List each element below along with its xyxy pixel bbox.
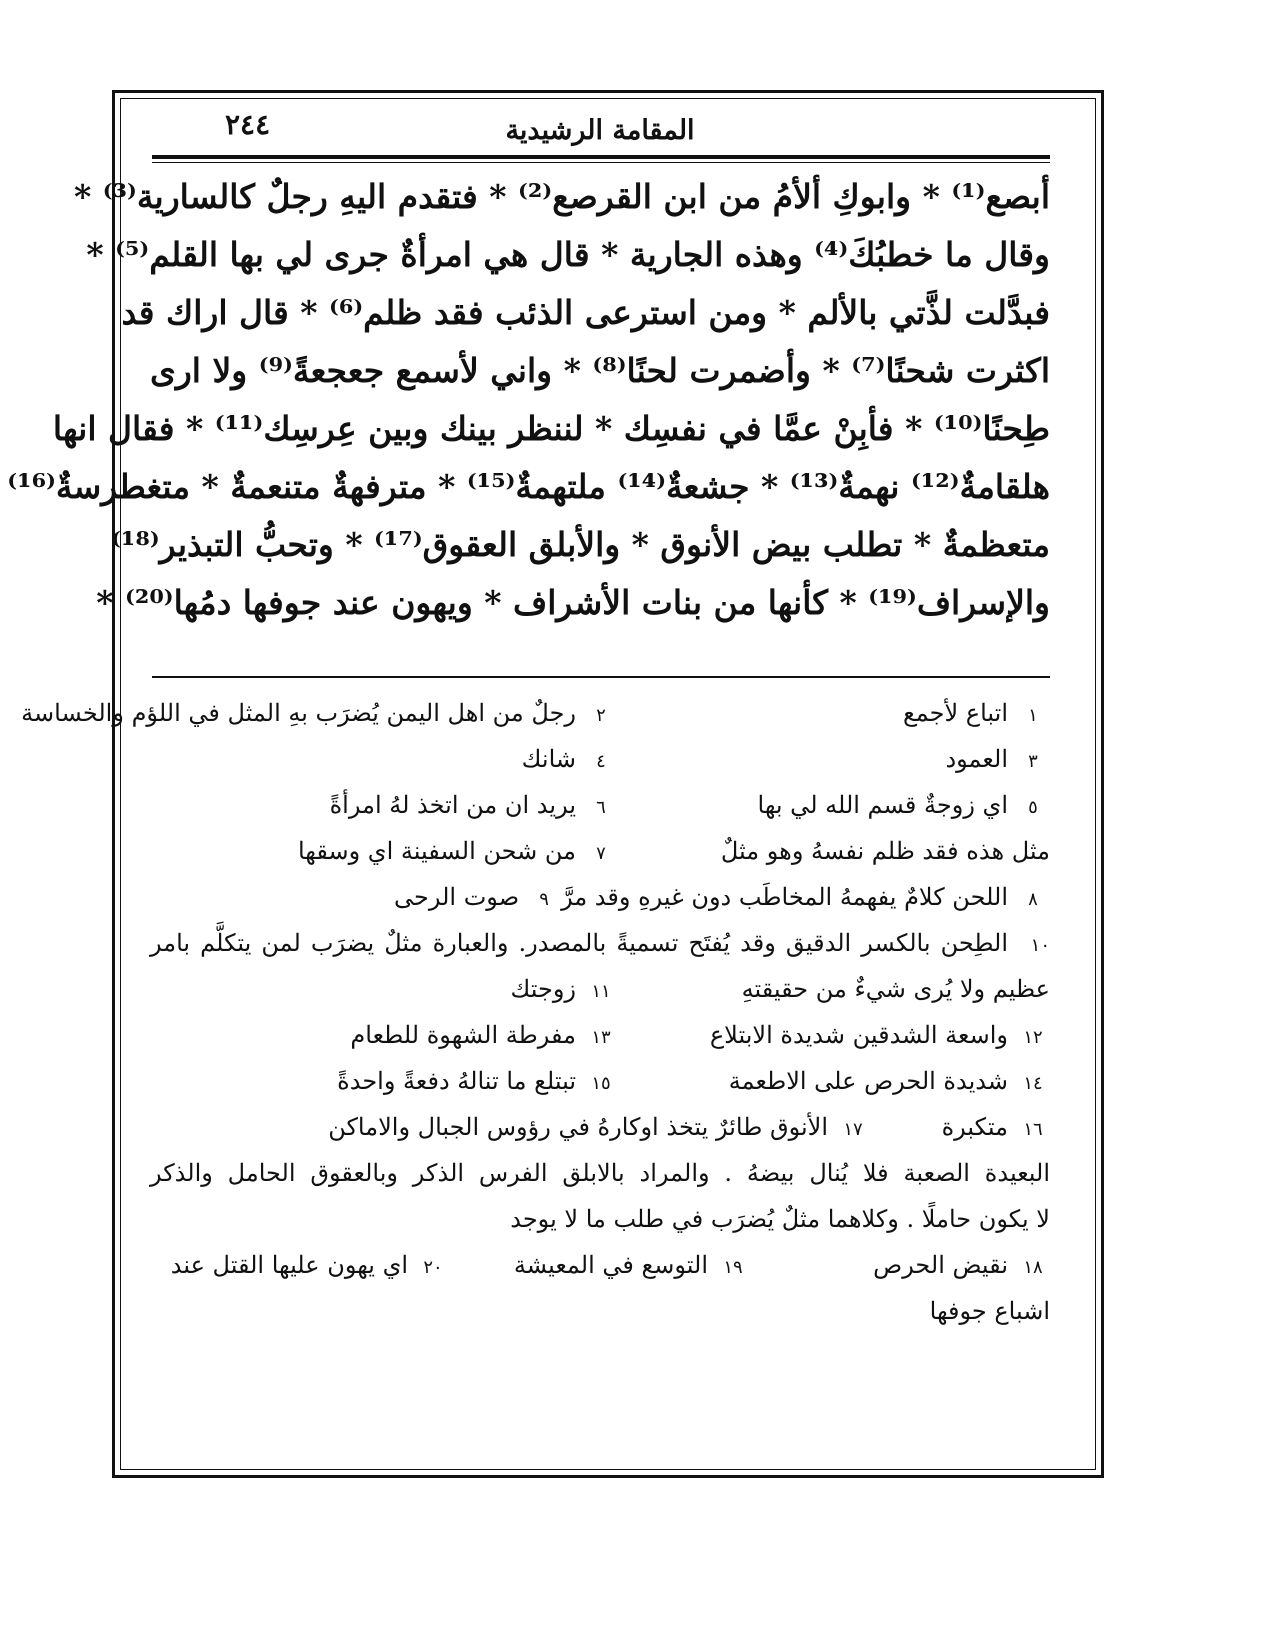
footnote-number: ١٢ (1023, 1027, 1043, 1048)
footnote-row (150, 782, 1050, 828)
footnote-number: ١٦ (1023, 1119, 1043, 1140)
footnote-number: ١٤ (1023, 1073, 1043, 1094)
footnote-number: ٧ (596, 843, 606, 864)
page-header (150, 108, 1050, 152)
footnote-text: نقيض الحرص (873, 1251, 1008, 1279)
footnote (150, 1242, 450, 1288)
footnote-number: ٦ (596, 797, 606, 818)
footnote (618, 736, 1050, 782)
footnote-number: ٢ (596, 705, 606, 726)
footnote-row (21, 690, 1050, 736)
footnote (618, 1012, 1050, 1058)
main-text (7, 168, 1051, 632)
footnote-number: ٤ (596, 751, 606, 772)
footnote-row (150, 966, 1050, 1012)
footnote (21, 690, 618, 736)
text-line: متعظمةٌ * تطلب بيض الأنوق * والأبلق العقوق⁽¹⁷⁾ * وتحبُّ التبذير⁽¹⁸⁾ (111, 525, 1050, 564)
footnote-row (150, 920, 1050, 966)
footnote-separator (152, 676, 1050, 678)
footnote-text: متكبرة (941, 1113, 1008, 1141)
footnote-text: مثل هذه فقد ظلم نفسهُ وهو مثلٌ (720, 837, 1050, 865)
text-line: فبدَّلت لذَّتي بالألم * ومن استرعى الذئب فقد ظلم⁽⁶⁾ * قال اراك قد (121, 293, 1050, 332)
footnote (450, 1242, 750, 1288)
footnote-continuation: اشباع جوفها (929, 1297, 1050, 1325)
footnote-number: ١٧ (843, 1119, 863, 1140)
footnote (618, 1058, 1050, 1104)
page-number: ٢٤٤ (225, 108, 271, 141)
footnote-number: ١ (1028, 705, 1038, 726)
footnote-number: ٣ (1028, 751, 1038, 772)
footnote-text: صوت الرحى (394, 883, 520, 911)
footnote (150, 1012, 618, 1058)
footnote-row (150, 1288, 1050, 1334)
footnote-row (150, 1196, 1050, 1242)
footnote (618, 690, 1050, 736)
footnote-row (150, 1104, 1050, 1150)
footnote-text: اي يهون عليها القتل عند (170, 1251, 409, 1279)
footnote-continuation: البعيدة الصعبة فلا يُنال بيضهُ . والمراد بالابلق الفرس الذكر وبالعقوق الحامل والذكر (150, 1159, 1050, 1187)
text-line: اكثرت شحنًا⁽⁷⁾ * وأضمرت لحنًا⁽⁸⁾ * واني لأسمع جعجعةً⁽⁹⁾ ولا ارى (150, 351, 1051, 390)
footnote-text: اي زوجةٌ قسم الله لي بها (757, 791, 1008, 819)
footnote-number: ١٥ (591, 1073, 611, 1094)
footnote (150, 966, 618, 1012)
footnote (150, 920, 1050, 966)
footnote-text: تبتلع ما تنالهُ دفعةً واحدةً (337, 1067, 576, 1095)
footnote-row (150, 1242, 1050, 1288)
footnote (150, 736, 618, 782)
footnote (618, 966, 1050, 1012)
footnote-continuation: لا يكون حاملًا . وكلاهما مثلٌ يُضرَب في طلب ما لا يوجد (510, 1205, 1050, 1233)
page-title: المقامة الرشيدية (505, 114, 695, 146)
text-line: طِحنًا⁽¹⁰⁾ * فأبِنْ عمَّا في نفسِك * لننظر بينك وبين عِرسِك⁽¹¹⁾ * فقال انها (52, 409, 1050, 448)
footnote (750, 1242, 1050, 1288)
footnote-number: ٩ (539, 889, 549, 910)
footnote-row (150, 736, 1050, 782)
text-line: وقال ما خطبُكَ⁽⁴⁾ وهذه الجارية * قال هي امرأةٌ جرى لي بها القلم⁽⁵⁾ * (86, 235, 1050, 274)
footnote (93, 874, 561, 920)
footnote-text: اتباع لأجمع (902, 699, 1008, 727)
footnote (618, 828, 1050, 874)
footnote-text: الطِحن بالكسر الدقيق وقد يُفتَح تسميةً بالمصدر. والعبارة مثلٌ يضرَب لمن يتكلَّم بامر (150, 929, 1008, 957)
footnote-row (150, 1058, 1050, 1104)
text-line: والإسراف⁽¹⁹⁾ * كأنها من بنات الأشراف * ويهون عند جوفها دمُها⁽²⁰⁾ * (96, 583, 1050, 622)
header-rule-thick (152, 155, 1050, 159)
footnotes (21, 690, 1050, 1334)
footnote-text: الأنوق طائرٌ يتخذ اوكارهُ في رؤوس الجبال والاماكن (328, 1113, 828, 1141)
footnote-text: عظيم ولا يُرى شيءٌ من حقيقتهِ (741, 975, 1050, 1003)
footnote-text: رجلٌ من اهل اليمن يُضرَب بهِ المثل في اللؤم والخساسة (21, 699, 576, 727)
footnote-row (150, 874, 1050, 920)
text-line: هلقامةٌ⁽¹²⁾ نهمةٌ⁽¹³⁾ * جشعةٌ⁽¹⁴⁾ ملتهمةٌ⁽¹⁵⁾ * مترفهةٌ متنعمةٌ * متغطرسةٌ⁽¹⁶⁾ (7, 467, 1050, 506)
footnote-text: العمود (945, 745, 1008, 773)
footnote-row (150, 1150, 1050, 1196)
footnote-number: ٨ (1028, 889, 1038, 910)
footnote-row (150, 828, 1050, 874)
footnote (870, 1104, 1050, 1150)
footnote (618, 782, 1050, 828)
footnote-number: ١٨ (1023, 1257, 1043, 1278)
footnote-text: التوسع في المعيشة (513, 1251, 709, 1279)
footnote (150, 828, 618, 874)
footnote-text: زوجتك (510, 975, 576, 1003)
footnote-number: ١٠ (1030, 935, 1050, 956)
header-rule-thin (152, 162, 1050, 163)
footnote (150, 1104, 870, 1150)
footnote-number: ١١ (591, 981, 611, 1002)
text-line: أبصع⁽¹⁾ * وابوكِ ألأمُ من ابن القرصع⁽²⁾ * فتقدم اليهِ رجلٌ كالسارية⁽³⁾ * (73, 177, 1050, 216)
footnote (561, 874, 1050, 920)
footnote-number: ١٩ (723, 1257, 743, 1278)
footnote-text: يريد ان من اتخذ لهُ امرأةً (329, 791, 576, 819)
footnote (150, 1058, 618, 1104)
footnote-text: شانك (521, 745, 576, 773)
footnote-text: اللحن كلامٌ يفهمهُ المخاطَب دون غيرهِ وقد مرَّ (561, 883, 1008, 911)
footnote-number: ٢٠ (423, 1257, 443, 1278)
footnote-text: واسعة الشدقين شديدة الابتلاع (709, 1021, 1008, 1049)
footnote (150, 782, 618, 828)
footnote-text: شديدة الحرص على الاطعمة (728, 1067, 1008, 1095)
footnote-number: ٥ (1028, 797, 1038, 818)
footnote-text: مفرطة الشهوة للطعام (350, 1021, 576, 1049)
footnote-text: من شحن السفينة اي وسقها (297, 837, 576, 865)
footnote-number: ١٣ (591, 1027, 611, 1048)
footnote-row (150, 1012, 1050, 1058)
